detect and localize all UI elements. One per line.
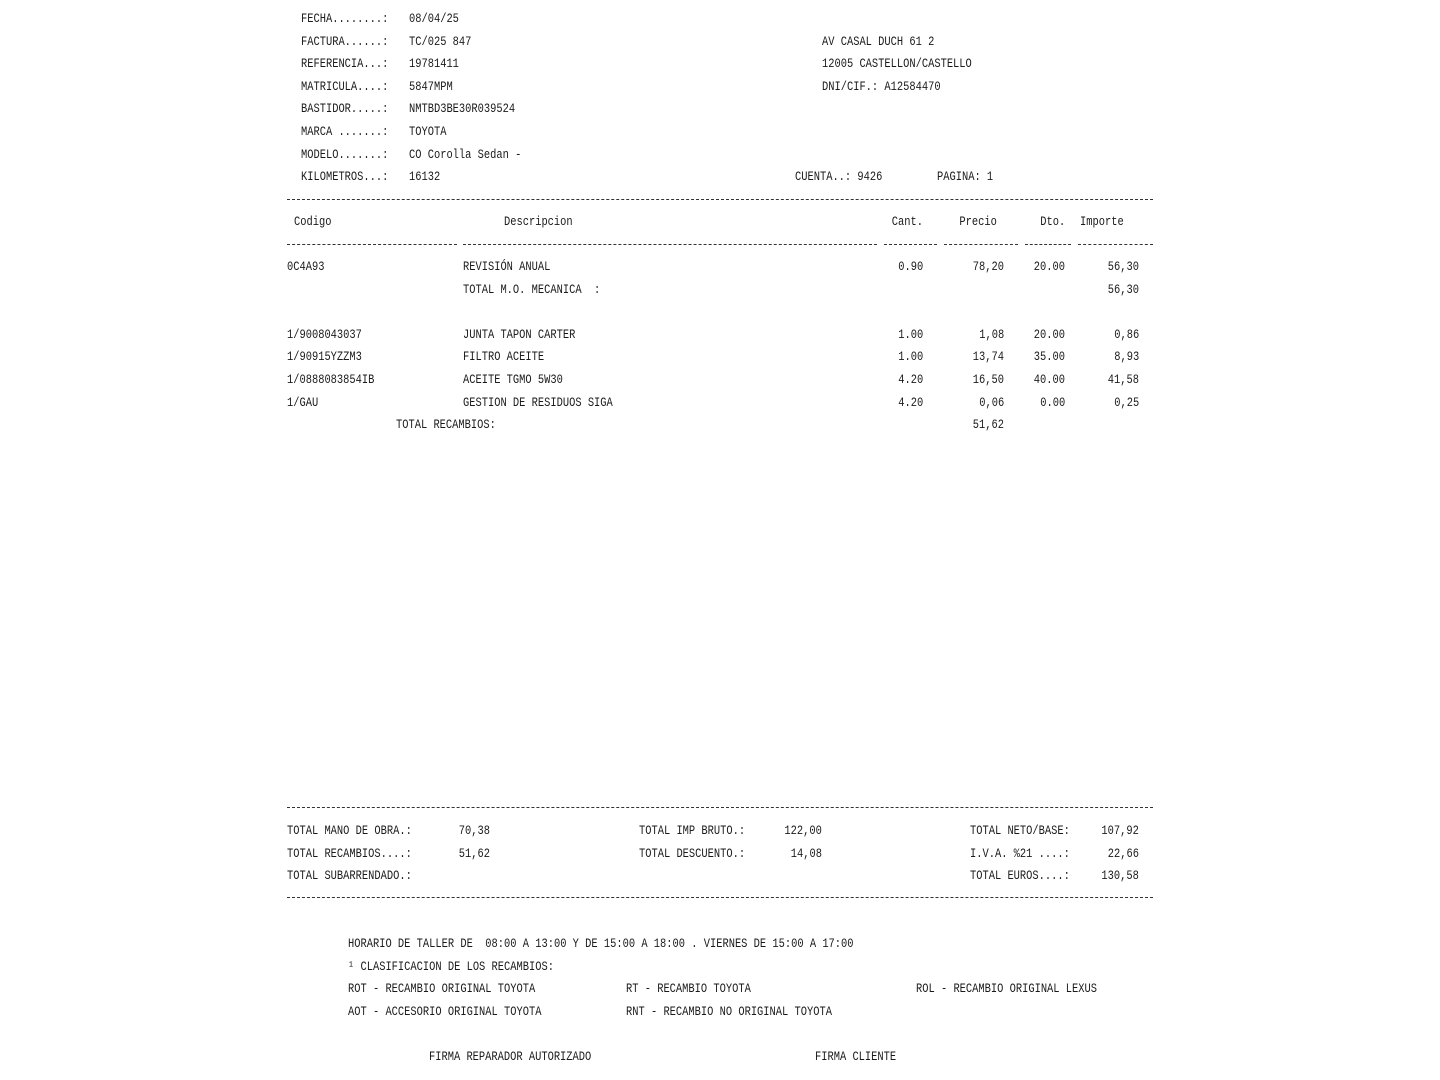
row-codigo: 0C4A93	[287, 259, 325, 274]
row-dto: 20.00	[1033, 327, 1065, 342]
row-descripcion: GESTION DE RESIDUOS SIGA	[463, 395, 613, 410]
row-importe: 8,93	[1114, 349, 1139, 364]
fecha-label: FECHA........:	[301, 11, 389, 26]
referencia-label: REFERENCIA...:	[301, 56, 389, 71]
firma-cliente: FIRMA CLIENTE	[815, 1049, 897, 1064]
underline-precio	[944, 244, 1018, 245]
total-neto-value: 107,92	[1101, 823, 1139, 838]
row-dto: 20.00	[1033, 259, 1065, 274]
horario-taller: HORARIO DE TALLER DE 08:00 A 13:00 Y DE 15:00 A 18:00 . VIERNES DE 15:00 A 17:00	[348, 936, 854, 951]
parts-total-label: TOTAL RECAMBIOS:	[396, 417, 496, 432]
kilometros-value: 16132	[409, 169, 441, 184]
legend-rt: RT - RECAMBIO TOYOTA	[626, 981, 751, 996]
address-line2: 12005 CASTELLON/CASTELLO	[822, 56, 972, 71]
divider-top	[287, 199, 1153, 200]
row-importe: 0,86	[1114, 327, 1139, 342]
row-precio: 16,50	[972, 372, 1004, 387]
dni-cif: DNI/CIF.: A12584470	[822, 79, 941, 94]
row-descripcion: JUNTA TAPON CARTER	[463, 327, 576, 342]
underline-descripcion	[463, 244, 877, 245]
row-precio: 0,06	[979, 395, 1004, 410]
row-importe: 41,58	[1107, 372, 1139, 387]
legend-rol: ROL - RECAMBIO ORIGINAL LEXUS	[916, 981, 1097, 996]
total-mano-obra-value: 70,38	[458, 823, 490, 838]
total-descuento-label: TOTAL DESCUENTO.:	[639, 846, 746, 861]
row-codigo: 1/GAU	[287, 395, 319, 410]
row-cant: 0.90	[898, 259, 923, 274]
matricula-value: 5847MPM	[409, 79, 453, 94]
col-cant: Cant.	[891, 214, 923, 229]
row-dto: 0.00	[1040, 395, 1065, 410]
legend-aot: AOT - ACCESORIO ORIGINAL TOYOTA	[348, 1004, 542, 1019]
total-descuento-value: 14,08	[790, 846, 822, 861]
factura-value: TC/025 847	[409, 34, 472, 49]
row-precio: 13,74	[972, 349, 1004, 364]
marca-label: MARCA .......:	[301, 124, 389, 139]
kilometros-label: KILOMETROS...:	[301, 169, 389, 184]
col-importe: Importe	[1080, 214, 1124, 229]
row-codigo: 1/90915YZZM3	[287, 349, 362, 364]
iva-label: I.V.A. %21 ....:	[970, 846, 1070, 861]
row-descripcion: REVISIÓN ANUAL	[463, 259, 551, 274]
labor-total-value: 56,30	[1107, 282, 1139, 297]
row-cant: 1.00	[898, 349, 923, 364]
factura-label: FACTURA......:	[301, 34, 389, 49]
col-descripcion: Descripcion	[504, 214, 573, 229]
total-recambios-label: TOTAL RECAMBIOS....:	[287, 846, 412, 861]
row-dto: 40.00	[1033, 372, 1065, 387]
underline-cant	[884, 244, 937, 245]
clasificacion-title: ¹ CLASIFICACION DE LOS RECAMBIOS:	[348, 959, 554, 974]
total-subarrendado-label: TOTAL SUBARRENDADO.:	[287, 868, 412, 883]
bastidor-label: BASTIDOR.....:	[301, 101, 389, 116]
address-line1: AV CASAL DUCH 61 2	[822, 34, 935, 49]
modelo-value: CO Corolla Sedan -	[409, 147, 522, 162]
row-cant: 4.20	[898, 395, 923, 410]
legend-rot: ROT - RECAMBIO ORIGINAL TOYOTA	[348, 981, 536, 996]
marca-value: TOYOTA	[409, 124, 447, 139]
row-precio: 1,08	[979, 327, 1004, 342]
row-codigo: 1/0888083854IB	[287, 372, 375, 387]
total-neto-label: TOTAL NETO/BASE:	[970, 823, 1070, 838]
row-cant: 1.00	[898, 327, 923, 342]
col-codigo: Codigo	[294, 214, 332, 229]
total-imp-bruto-label: TOTAL IMP BRUTO.:	[639, 823, 746, 838]
col-dto: Dto.	[1040, 214, 1065, 229]
divider-totals-top	[287, 807, 1153, 808]
divider-totals-bottom	[287, 897, 1153, 898]
total-imp-bruto-value: 122,00	[784, 823, 822, 838]
legend-rnt: RNT - RECAMBIO NO ORIGINAL TOYOTA	[626, 1004, 832, 1019]
total-mano-obra-label: TOTAL MANO DE OBRA.:	[287, 823, 412, 838]
underline-importe	[1078, 244, 1153, 245]
row-precio: 78,20	[972, 259, 1004, 274]
fecha-value: 08/04/25	[409, 11, 459, 26]
row-importe: 0,25	[1114, 395, 1139, 410]
matricula-label: MATRICULA....:	[301, 79, 389, 94]
underline-dto	[1025, 244, 1071, 245]
bastidor-value: NMTBD3BE30R039524	[409, 101, 516, 116]
row-codigo: 1/9008043037	[287, 327, 362, 342]
labor-total-label: TOTAL M.O. MECANICA :	[463, 282, 601, 297]
parts-total-value: 51,62	[972, 417, 1004, 432]
total-recambios-value: 51,62	[458, 846, 490, 861]
cuenta: CUENTA..: 9426	[795, 169, 883, 184]
referencia-value: 19781411	[409, 56, 459, 71]
row-dto: 35.00	[1033, 349, 1065, 364]
total-euros-value: 130,58	[1101, 868, 1139, 883]
col-precio: Precio	[959, 214, 997, 229]
modelo-label: MODELO.......:	[301, 147, 389, 162]
row-cant: 4.20	[898, 372, 923, 387]
row-importe: 56,30	[1107, 259, 1139, 274]
row-descripcion: FILTRO ACEITE	[463, 349, 545, 364]
row-descripcion: ACEITE TGMO 5W30	[463, 372, 563, 387]
iva-value: 22,66	[1107, 846, 1139, 861]
underline-codigo	[287, 244, 457, 245]
firma-reparador: FIRMA REPARADOR AUTORIZADO	[429, 1049, 592, 1064]
pagina: PAGINA: 1	[937, 169, 994, 184]
total-euros-label: TOTAL EUROS....:	[970, 868, 1070, 883]
